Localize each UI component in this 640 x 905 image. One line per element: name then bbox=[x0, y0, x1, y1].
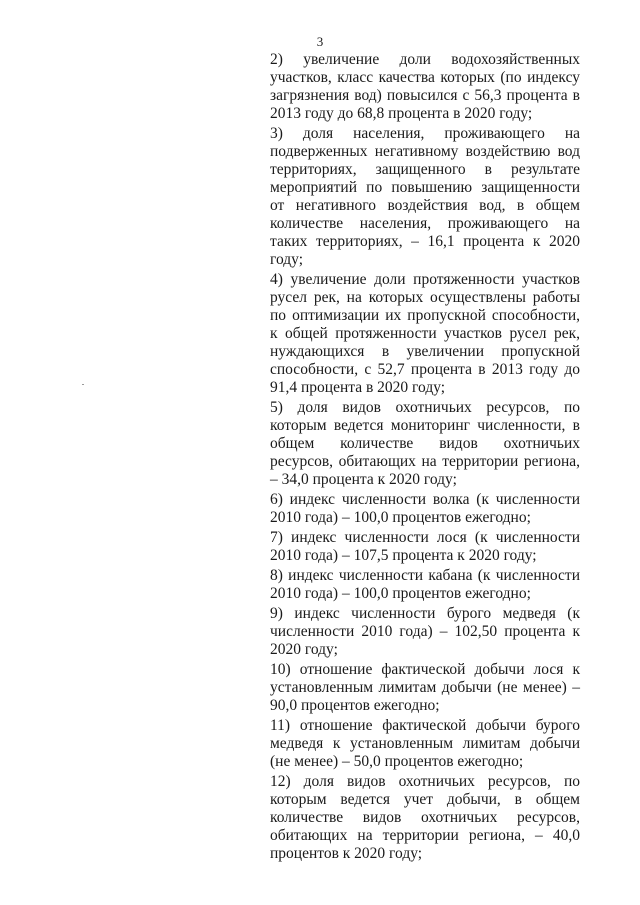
paragraph-item-7: 7) индекс численности лося (к численности 2010 года) – 107,5 процента к 2020 году; bbox=[270, 529, 580, 564]
paragraph-item-12: 12) доля видов охотничьих ресурсов, по которым ведется учет добычи, в общем количестве видов охотничьих ресурсов, обитающих на территории региона, – 40,0 процентов к 2020 году; bbox=[270, 773, 580, 862]
scan-speck bbox=[82, 384, 84, 385]
paragraph-item-5: 5) доля видов охотничьих ресурсов, по которым ведется мониторинг численности, в общем количестве видов охотничьих ресурсов, обитающих на территории региона, – 34,0 процента к 2020 году; bbox=[270, 399, 580, 488]
page-number: 3 bbox=[316, 34, 324, 49]
paragraph-item-2: 2) увеличение доли водохозяйственных участков, класс качества которых (по индексу загрязнения вод) повысился с 56,3 процента в 2013 году до 68,8 процента в 2020 году; bbox=[270, 51, 580, 122]
document-body bbox=[270, 51, 580, 865]
paragraph-item-10: 10) отношение фактической добычи лося к установленным лимитам добычи (не менее) – 90,0 процентов ежегодно; bbox=[270, 661, 580, 714]
paragraph-item-11: 11) отношение фактической добычи бурого медведя к установленным лимитам добычи (не менее) – 50,0 процентов ежегодно; bbox=[270, 717, 580, 770]
paragraph-item-6: 6) индекс численности волка (к численности 2010 года) – 100,0 процентов ежегодно; bbox=[270, 491, 580, 526]
paragraph-item-9: 9) индекс численности бурого медведя (к численности 2010 года) – 102,50 процента к 2020 году; bbox=[270, 605, 580, 658]
paragraph-item-3: 3) доля населения, проживающего на подверженных негативному воздействию вод территориях, защищенного в результате мероприятий по повышению защищенности от негативного воздействия вод, в общем количестве населения, проживающего на таких территориях, – 16,1 процента к 2020 году; bbox=[270, 125, 580, 268]
paragraph-item-8: 8) индекс численности кабана (к численности 2010 года) – 100,0 процентов ежегодно; bbox=[270, 567, 580, 602]
paragraph-item-4: 4) увеличение доли протяженности участков русел рек, на которых осуществлены работы по оптимизации их пропускной способности, к общей протяженности участков русел рек, нуждающихся в увеличении пропускной способности, с 52,7 процента в 2013 году до 91,4 процента в 2020 году; bbox=[270, 271, 580, 396]
